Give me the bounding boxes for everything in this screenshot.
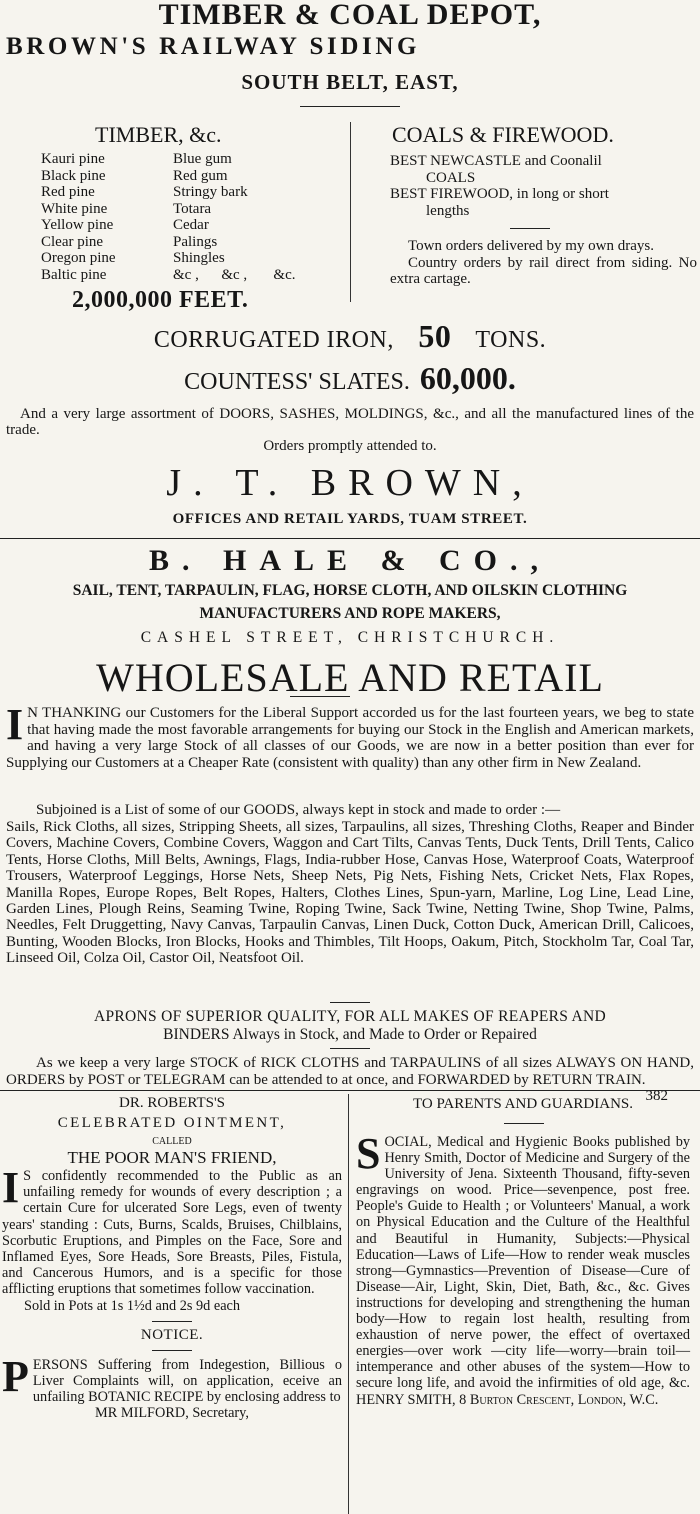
aprons-divider (330, 1048, 370, 1049)
timber-item: &c , &c , &c. (173, 266, 296, 283)
coals-line: BEST FIREWOOD, in long or short (390, 186, 609, 202)
timber-item: White pine (41, 200, 108, 217)
depot-title: TIMBER & COAL DEPOT, (158, 0, 542, 31)
iron-line (0, 318, 700, 358)
parents-divider (504, 1123, 544, 1124)
ointment-price: Sold in Pots at 1s 1½d and 2s 9d each (24, 1297, 241, 1314)
timber-item: Red gum (173, 167, 228, 184)
ointment-body (2, 1163, 342, 1298)
timber-item: Oregon pine (41, 250, 116, 266)
timber-item: Kauri pine (41, 151, 105, 167)
timber-item: Shingles (173, 250, 225, 266)
notice-drop-cap: P (2, 1351, 29, 1401)
slates-quantity: 60,000. (419, 360, 516, 396)
timber-quantity: 2,000,000 FEET. (72, 287, 249, 313)
coals-divider (510, 228, 550, 229)
coals-text (390, 153, 697, 288)
hale-drop-cap: I (6, 700, 24, 749)
ointment-line-2: CELEBRATED OINTMENT, (57, 1115, 287, 1131)
timber-list-1 (41, 151, 116, 283)
depot-subtitle: BROWN'S RAILWAY SIDING (6, 33, 421, 60)
ointment-title: THE POOR MAN'S FRIEND, (67, 1148, 277, 1167)
coals-country: Country orders by rail direct from siding. No extra cartage. (390, 254, 697, 287)
column-divider-bottom (348, 1094, 349, 1514)
hale-trades-2: MANUFACTURERS AND ROPE MAKERS, (199, 605, 501, 622)
timber-list-2 (173, 151, 295, 283)
ointment-body-text: S confidently recommended to the Public as an unfailing remedy for wounds of every description ; a certain Cure for ulcerated Sore Legs, even of twenty years' standing : Cuts, Burns, Scalds, Bruises, Chilblains, Scorbutic Eruptions, and Pimples on the Face, Sore and Inflamed Eyes, Sore Heads, Sore Breasts, Piles, Fistula, and Cancerous Humors, and is a specific for those afflicting eruptions that sometimes follow vaccination. (2, 1168, 342, 1298)
timber-item: Totara (173, 200, 212, 217)
parents-ad (356, 1094, 690, 1408)
coals-line: COALS (426, 169, 476, 186)
ointment-ad (2, 1094, 342, 1421)
notice-body (2, 1351, 342, 1406)
ad-separator (0, 538, 700, 539)
parents-signoff: HENRY SMITH, 8 Burton Crescent, London, W.C. (356, 1391, 659, 1408)
coals-line: BEST NEWCASTLE and Coonalil (390, 153, 602, 169)
ointment-drop-cap: I (2, 1163, 20, 1212)
wholesale-headline: WHOLESALE AND RETAIL (96, 655, 604, 700)
hale-intro-text: N THANKING our Customers for the Liberal Support accorded us for the last fourteen years, we beg to state that having made the most favorable arrangements for buying our Stock in the English and American markets, and having a very large Stock of all classes of our Goods, we are now in a better position than ever for Supplying our Customers at a Cheaper Rate (consistent with quality) than any other firm in New Zealand. (6, 705, 694, 771)
hale-trades-1: SAIL, TENT, TARPAULIN, FLAG, HORSE CLOTH, AND OILSKIN CLOTHING (72, 582, 628, 599)
iron-label: CORRUGATED IRON, (153, 327, 394, 353)
headline-underline (290, 696, 350, 697)
parents-drop-cap: S (356, 1129, 381, 1178)
iron-unit: TONS. (475, 327, 547, 353)
ointment-called: CALLED (152, 1136, 192, 1147)
timber-item: Baltic pine (41, 266, 107, 283)
slates-line (0, 360, 700, 400)
parents-body-text: OCIAL, Medical and Hygienic Books published by Henry Smith, Doctor of Medicine and Surgery of the University of Jena. Sixteenth Thousand, fifty-seven engravings on wood. Price—sevenpence, post free. People's Guide to Health ; or Volunteers' Manual, a work on Physical Education and the Culture of the Healthful and Beautiful in Humanity, Subjects:—Physical Education—Laws of Life—How to render weak muscles strong—Gymnastics—Prevention of Disease—Cure of Disease—Air, Light, Skin, Diet, Bath, &c., &c. Gives instructions for developing and strengthening the human body—How to regain lost health, resulting from exhaustion of nerve power, the effect of overtaxed energies—over work —city life—worry—brain toil—intemperance and other abuses of the system—How to secure long life, and avoid the infirmities of old age, &c. (356, 1134, 690, 1392)
coals-town: Town orders delivered by my own drays. (408, 238, 654, 254)
orders-text: Orders promptly attended to. (263, 438, 437, 454)
ad-separator (0, 1090, 700, 1091)
hale-intro (6, 700, 694, 771)
hale-list-intro: Subjoined is a List of some of our GOODS, always kept in stock and made to order :— (36, 802, 561, 818)
timber-item: Clear pine (41, 233, 104, 250)
hale-ref-number: 382 (645, 1088, 668, 1104)
hale-goods-list: Sails, Rick Cloths, all sizes, Stripping Sheets, all sizes, Tarpaulins, all sizes, Threshing Cloths, Reaper and Binder Covers, Machine Covers, Combine Covers, Waggon and Cart Tilts, Canvas Tents, Duck Tents, Drill Tents, Calico Tents, Horse Cloths, Mill Belts, Awnings, Flags, India-rubber Hose, Canvas Hose, Waterproof Coats, Waterproof Trousers, Waterproof Leggings, Horse Nets, Sheep Nets, Pig Nets, Fishing Nets, Cricket Nets, Flax Ropes, Manilla Ropes, Europe Ropes, Belt Ropes, Halters, Clothes Lines, Spun-yarn, Marline, Log Line, Lead Line, Garden Lines, Plough Reins, Seaming Twine, Roping Twine, Sack Twine, Netting Twine, Shop Twine, Palms, Needles, Felt Druggetting, Navy Canvas, Tarpaulin Canvas, Linen Duck, Cotton Duck, American Drill, Calicoes, Bunting, Wooden Blocks, Iron Blocks, Hooks and Thimbles, Tilt Hoops, Oakum, Pitch, Stockholm Tar, Coal Tar, Linseed Oil, Colza Oil, Castor Oil, Neatsfoot Oil. (6, 819, 694, 967)
timber-item: Yellow pine (41, 217, 114, 233)
brown-offices: OFFICES AND RETAIL YARDS, TUAM STREET. (172, 511, 528, 527)
timber-item: Cedar (173, 217, 209, 233)
parents-heading: TO PARENTS AND GUARDIANS. (412, 1096, 634, 1112)
notice-heading: NOTICE. (140, 1326, 204, 1343)
hale-stock-text: As we keep a very large STOCK of RICK CLOTHS and TARPAULINS of all sizes ALWAYS ON HAND, ORDERS by POST or TELEGRAM can be attended to at once, and FORWARDED by RETURN TRAIN. (6, 1055, 694, 1088)
aprons-line-1: APRONS OF SUPERIOR QUALITY, FOR ALL MAKES OF REAPERS AND (93, 1008, 607, 1025)
iron-quantity: 50 (418, 318, 452, 354)
goods-divider (330, 1002, 370, 1003)
ointment-divider (152, 1321, 192, 1322)
timber-item: Black pine (41, 167, 106, 184)
timber-item: Red pine (41, 184, 95, 200)
hale-name: B. HALE & CO., (148, 544, 552, 577)
timber-item: Blue gum (173, 151, 232, 167)
aprons-line-2: BINDERS Always in Stock, and Made to Order or Repaired (163, 1026, 537, 1043)
ointment-line-1: DR. ROBERTS'S (119, 1095, 225, 1111)
coals-heading: COALS & FIREWOOD. (392, 122, 614, 147)
notice-body-text: ERSONS Suffering from Indegestion, Billious o Liver Complaints will, on application, eceive an unfailing BOTANIC RECIPE by enclosing address to (32, 1356, 342, 1406)
brown-name: J. T. BROWN, (166, 462, 534, 504)
timber-item: Stringy bark (173, 184, 248, 200)
slates-label: COUNTESS' SLATES. (184, 369, 410, 395)
notice-divider (152, 1350, 192, 1351)
notice-signature: MR MILFORD, Secretary, (95, 1405, 249, 1422)
depot-location: SOUTH BELT, EAST, (241, 70, 459, 94)
coals-line: lengths (426, 202, 470, 219)
timber-heading: TIMBER, &c. (95, 122, 222, 147)
parents-body (356, 1129, 690, 1408)
location-underline (300, 106, 400, 107)
assortment-text: And a very large assortment of DOORS, SASHES, MOLDINGS, &c., and all the manufactured lines of the trade. (6, 406, 694, 438)
hale-address: CASHEL STREET, CHRISTCHURCH. (140, 629, 560, 646)
column-divider-top (350, 122, 351, 302)
timber-item: Palings (173, 233, 218, 250)
